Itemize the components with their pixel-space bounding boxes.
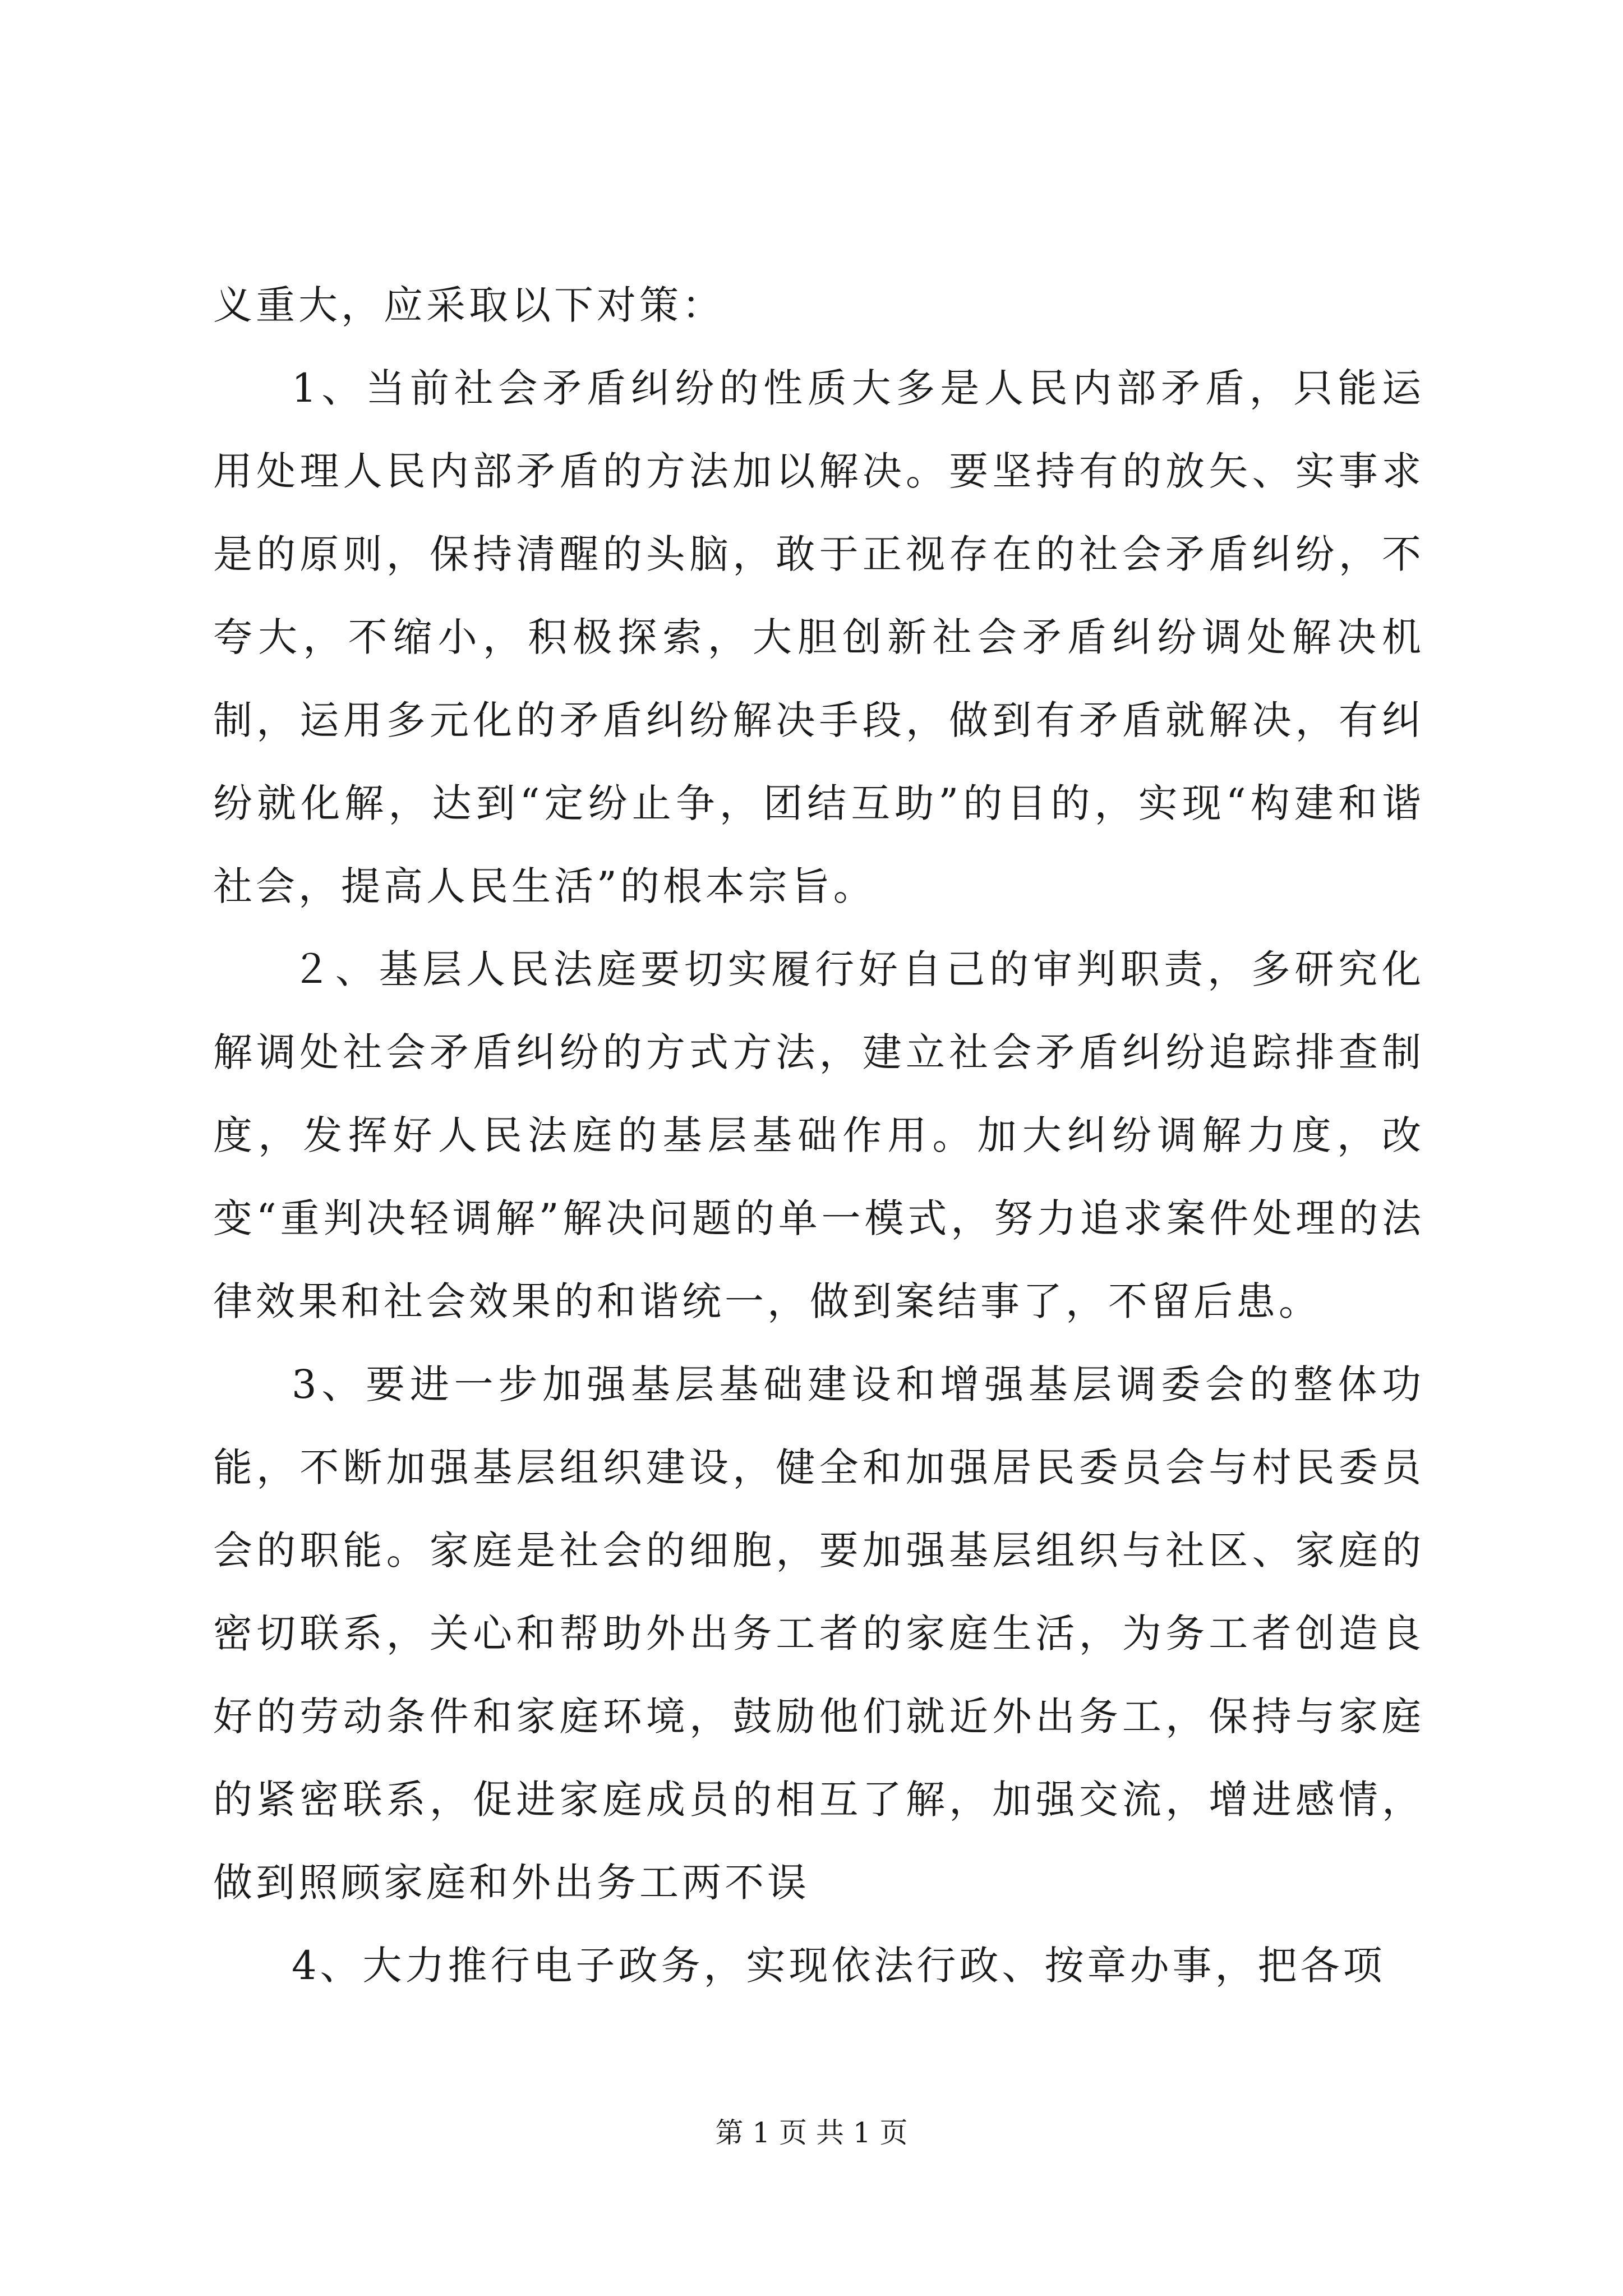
paragraph-item-1: 1、当前社会矛盾纠纷的性质大多是人民内部矛盾，只能运用处理人民内部矛盾的方法加以解决。要坚持有的放矢、实事求是的原则，保持清醒的头脑，敢于正视存在的社会矛盾纠纷，不夸大，不缩小，积极探索，大胆创新社会矛盾纠纷调处解决机制，运用多元化的矛盾纠纷解决手段，做到有矛盾就解决，有纠纷就化解，达到“定纷止争，团结互助”的目的，实现“构建和谐社会，提高人民生活”的根本宗旨。 [213,365,1424,909]
paragraph-item-3: 3、要进一步加强基层基础建设和增强基层调委会的整体功能，不断加强基层组织建设，健全和加强居民委员会与村民委员会的职能。家庭是社会的细胞，要加强基层组织与社区、家庭的密切联系，关心和帮助外出务工者的家庭生活，为务工者创造良好的劳动条件和家庭环境，鼓励他们就近外出务工，保持与家庭的紧密联系，促进家庭成员的相互了解，加强交流，增进感情，做到照顾家庭和外出务工两不误 [213,1361,1424,1906]
document-body [213,264,1424,2007]
paragraph-continuation: 义重大，应采取以下对策： [213,282,725,328]
page-footer: 第 1 页 共 1 页 [715,2116,908,2149]
paragraph-item-2: ２、基层人民法庭要切实履行好自己的审判职责，多研究化解调处社会矛盾纠纷的方式方法，建立社会矛盾纠纷追踪排查制度，发挥好人民法庭的基层基础作用。加大纠纷调解力度，改变“重判决轻调解”解决问题的单一模式，努力追求案件处理的法律效果和社会效果的和谐统一，做到案结事了，不留后患。 [213,946,1424,1324]
paragraph-item-4: 4、大力推行电子政务，实现依法行政、按章办事，把各项 [292,1943,1386,1989]
